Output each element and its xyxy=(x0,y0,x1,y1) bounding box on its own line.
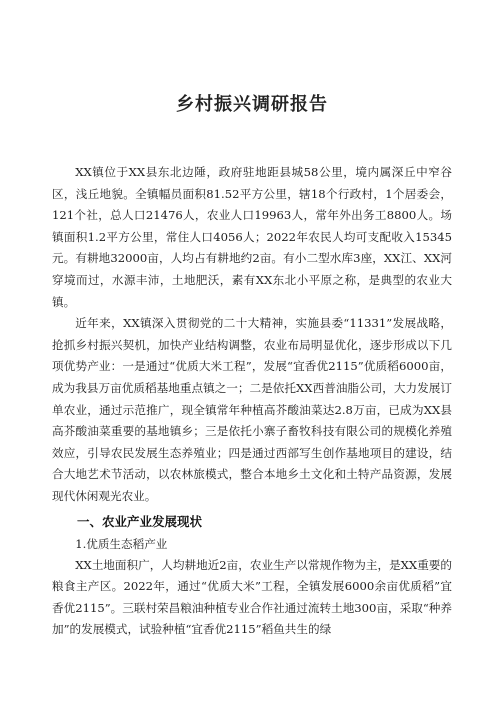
section-heading-agriculture: 一、农业产业发展现状 xyxy=(77,513,203,529)
paragraph-rice-industry: XX土地面积广，人均耕地近2亩，农业生产以常规作物为主，是XX重要的粮食主产区。2022年，通过“优质大米”工程，全镇发展6000余亩优质稻”宜香优2115”。三联村荣昌粮油种植专业合作社通过流转土地300亩，采取“种养加”的发展模式，试验种植“宜香优2115”稻鱼共生的绿 xyxy=(52,557,452,637)
paragraph-overview: XX镇位于XX县东北边陲，政府驻地距县城58公里，境内属深丘中窄谷区，浅丘地貌。全镇幅员面积81.52平方公里，辖18个行政村，1个居委会，121个社，总人口21476人，农业人口19963人，常年外出务工8800人。场镇面积1.2平方公里，常住人口4056人；2022年农民人均可支配收入15345元。有耕地32000亩，人均占有耕地约2亩。有小二型水库3座，XX江、XX河穿境而过，水源丰沛，土地肥沃，素有XX东北小平原之称，是典型的农业大镇。 xyxy=(52,165,452,309)
paragraph-recent-development: 近年来，XX镇深入贯彻党的二十大精神，实施县委“11331”发展战略，抢抓乡村振兴契机，加快产业结构调整，农业布局明显优化，逐步形成以下几项优势产业：一是通过“优质大米工程”，发展“宜香优2115”优质稻6000亩，成为我县万亩优质稻基地重点镇之一；二是依托XX西普油脂公司，大力发展订单农业，通过示范推广，现全镇常年种植高芥酸油菜达2.8万亩，已成为XX县高芥酸油菜重要的基地镇乡；三是依托小寨子畜牧科技有限公司的规模化养殖效应，引导农民发展生态养殖业；四是通过西部写生创作基地项目的建设，结合大地艺术节活动，以农林旅模式，整合本地乡土文化和土特产品资源，发展现代休闲观光农业。 xyxy=(52,316,452,503)
document-title: 乡村振兴调研报告 xyxy=(176,94,328,115)
subsection-heading-rice: 1.优质生态稻产业 xyxy=(75,536,168,551)
